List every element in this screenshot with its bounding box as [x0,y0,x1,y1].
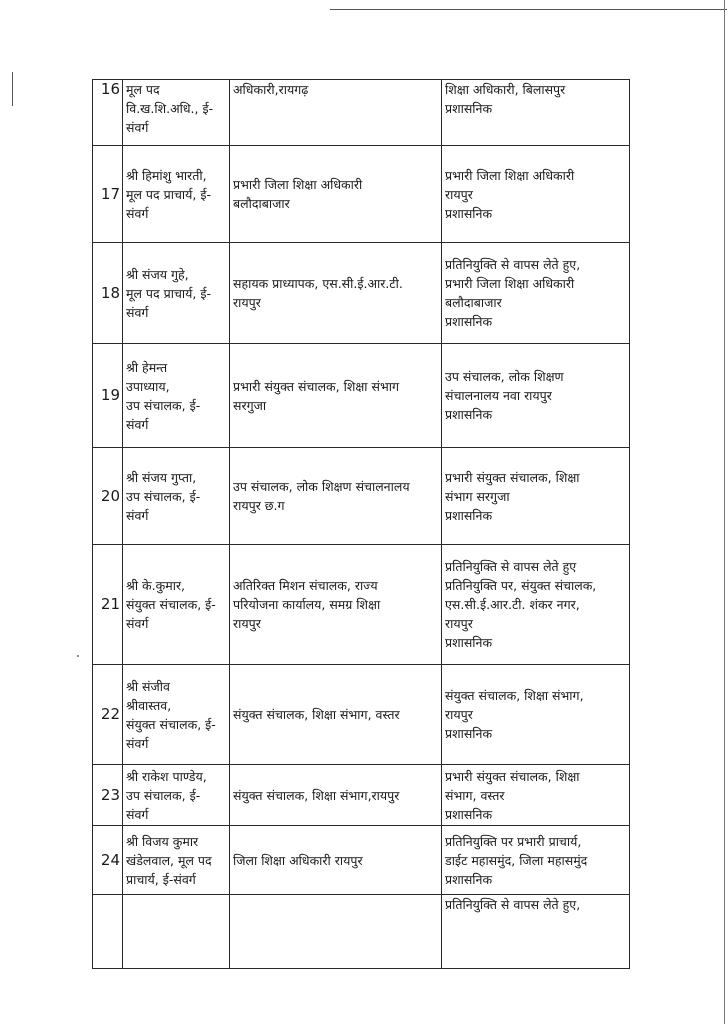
table-body [93,80,630,969]
table-row [93,146,630,243]
officer-name-cell [123,765,230,826]
officer-name-cell [123,243,230,344]
officer-name-cell-line: मूल पद प्राचार्य, ई- [126,186,212,202]
officer-name-cell-line: उप संचालक, ई- [126,488,201,504]
current-post-cell [230,80,442,146]
serial-number-cell [93,895,123,969]
current-post-cell [230,344,442,448]
top-edge-line [330,9,727,10]
officer-name-cell [123,665,230,765]
officer-name-cell [123,826,230,895]
new-post-cell [442,765,630,826]
current-post-cell-line: प्रभारी संयुक्त संचालक, शिक्षा संभाग [233,378,400,394]
officer-name-cell-line: संवर्ग [126,205,149,221]
table-row [93,895,630,969]
new-post-cell [442,826,630,895]
serial-number-cell: 19 [93,344,123,448]
new-post-cell-line: उप संचालक, लोक शिक्षण [445,369,564,384]
current-post-cell-line: रायपुर [233,616,261,631]
serial-number-cell: 17 [93,146,123,243]
new-post-cell-line: संयुक्त संचालक, शिक्षा संभाग, [445,688,584,703]
new-post-cell-line: प्रतिनियुक्ति पर, संयुक्त संचालक, [445,578,597,593]
officer-name-cell-line: श्री राकेश पाण्डेय, [126,768,207,784]
current-post-cell [230,665,442,765]
new-post-cell-line: प्रशासनिक [445,205,493,221]
current-post-cell-line: सरगुजा [233,397,267,413]
new-post-cell-line: प्रशासनिक [445,507,493,523]
new-post-cell [442,895,630,969]
current-post-cell [230,545,442,665]
officer-name-cell-line: श्री संजीव [126,678,170,694]
officer-name-cell-line: श्री हेमन्त [126,359,168,375]
officer-name-cell-line: श्री विजय कुमार [126,833,199,849]
new-post-cell-line: प्रशासनिक [445,635,493,650]
new-post-cell-line: संभाग, वस्तर [445,787,505,803]
left-margin-mark [12,72,13,106]
officer-name-cell-line: मूल पद [126,82,160,97]
officer-name-cell-line: संवर्ग [126,735,149,751]
current-post-cell-line: रायपुर [233,295,261,310]
officer-name-cell [123,448,230,545]
new-post-cell [442,665,630,765]
officer-name-cell-line: उप संचालक, ई- [126,787,201,803]
speck-mark [77,655,79,657]
current-post-cell-line: उप संचालक, लोक शिक्षण संचालनालय [233,479,410,494]
current-post-cell-line: सहायक प्राध्यापक, एस.सी.ई.आर.टी. [233,276,403,291]
serial-number-cell: 16 [93,80,123,146]
current-post-cell-line: संयुक्त संचालक, शिक्षा संभाग, वस्तर [233,707,400,722]
current-post-cell-line: संयुक्त संचालक, शिक्षा संभाग,रायपुर [233,787,400,803]
new-post-cell-line: प्रशासनिक [445,726,493,741]
new-post-cell [442,448,630,545]
officer-name-cell [123,344,230,448]
officer-name-cell-line: संवर्ग [126,616,149,631]
new-post-cell-line: प्रभारी संयुक्त संचालक, शिक्षा [445,768,580,784]
table-row [93,344,630,448]
new-post-cell-line: प्रभारी जिला शिक्षा अधिकारी [445,276,575,291]
new-post-cell [442,243,630,344]
current-post-cell-line: अधिकारी,रायगढ़ [233,82,309,97]
new-post-cell-line: संचालनालय नवा रायपुर [445,388,552,403]
officer-name-cell [123,146,230,243]
current-post-cell [230,765,442,826]
officer-name-cell-line: श्री हिमांशु भारती, [126,167,207,183]
new-post-cell-line: प्रशासनिक [445,314,493,329]
officer-name-cell-line: संवर्ग [126,120,149,135]
officer-name-cell [123,545,230,665]
new-post-cell-line: प्रशासनिक [445,871,493,887]
current-post-cell-line: प्रभारी जिला शिक्षा अधिकारी [233,177,363,192]
officer-name-cell-line: संयुक्त संचालक, ई- [126,597,216,612]
officer-name-cell-line: संयुक्त संचालक, ई- [126,716,216,732]
table-row [93,826,630,895]
current-post-cell [230,826,442,895]
new-post-cell-line: बलौदाबाजार [445,295,502,310]
officer-name-cell [123,80,230,146]
officer-name-cell-line: श्री संजय गुप्ता, [126,469,197,485]
new-post-cell-line: एस.सी.ई.आर.टी. शंकर नगर, [445,597,580,612]
officer-name-cell-line: खंडेलवाल, मूल पद [126,852,212,868]
new-post-cell-line: प्रशासनिक [445,806,493,822]
new-post-cell [442,545,630,665]
current-post-cell [230,448,442,545]
current-post-cell [230,895,442,969]
officer-name-cell-line: उप संचालक, ई- [126,397,201,413]
serial-number-cell: 24 [93,826,123,895]
new-post-cell-line: प्रभारी जिला शिक्षा अधिकारी [445,167,575,183]
officer-name-cell-line: संवर्ग [126,507,149,523]
current-post-cell [230,146,442,243]
officer-name-cell-line: वि.ख.शि.अधि., ई- [126,101,214,116]
officer-name-cell-line: श्रीवास्तव, [126,697,172,713]
officer-name-cell-line: संवर्ग [126,304,149,320]
new-post-cell-line: संभाग सरगुजा [445,488,510,504]
current-post-cell-line: परियोजना कार्यालय, समग्र शिक्षा [233,597,381,612]
new-post-cell-line: रायपुर [445,707,473,722]
officer-name-cell [123,895,230,969]
officer-name-cell-line: श्री संजय गुहे, [126,266,189,282]
new-post-cell-line: रायपुर [445,186,473,202]
transfer-table [92,79,630,969]
new-post-cell [442,344,630,448]
officer-name-cell-line: प्राचार्य, ई-संवर्ग [126,871,196,887]
table-row [93,665,630,765]
current-post-cell [230,243,442,344]
serial-number-cell: 18 [93,243,123,344]
officer-name-cell-line: मूल पद प्राचार्य, ई- [126,285,212,301]
new-post-cell-line: प्रतिनियुक्ति पर प्रभारी प्राचार्य, [445,833,582,849]
current-post-cell-line: रायपुर छ.ग [233,498,285,513]
current-post-cell-line: अतिरिक्त मिशन संचालक, राज्य [233,578,378,593]
new-post-cell [442,80,630,146]
serial-number-cell: 21 [93,545,123,665]
new-post-cell-line: रायपुर [445,616,473,631]
current-post-cell-line: जिला शिक्षा अधिकारी रायपुर [233,852,363,868]
new-post-cell [442,146,630,243]
table-row [93,545,630,665]
new-post-cell-line: प्रशासनिक [445,101,493,116]
new-post-cell-line: प्रतिनियुक्ति से वापस लेते हुए [445,559,577,574]
table-row [93,765,630,826]
new-post-cell-line: शिक्षा अधिकारी, बिलासपुर [445,82,566,97]
officer-name-cell-line: संवर्ग [126,806,149,822]
new-post-cell-line: प्रभारी संयुक्त संचालक, शिक्षा [445,469,580,485]
officer-name-cell-line: उपाध्याय, [126,378,170,394]
table-row [93,243,630,344]
new-post-cell-line: प्रतिनियुक्ति से वापस लेते हुए, [445,257,581,272]
current-post-cell-line: बलौदाबाजार [233,196,290,211]
officer-name-cell-line: संवर्ग [126,416,149,432]
right-edge-line [724,0,725,1024]
serial-number-cell: 20 [93,448,123,545]
table-row [93,80,630,146]
new-post-cell-line: प्रशासनिक [445,407,493,422]
serial-number-cell: 23 [93,765,123,826]
new-post-cell-line: प्रतिनियुक्ति से वापस लेते हुए, [445,897,581,912]
table-row [93,448,630,545]
officer-name-cell-line: श्री के.कुमार, [126,578,186,593]
serial-number-cell: 22 [93,665,123,765]
new-post-cell-line: डाईट महासमुंद, जिला महासमुंद [445,852,588,868]
